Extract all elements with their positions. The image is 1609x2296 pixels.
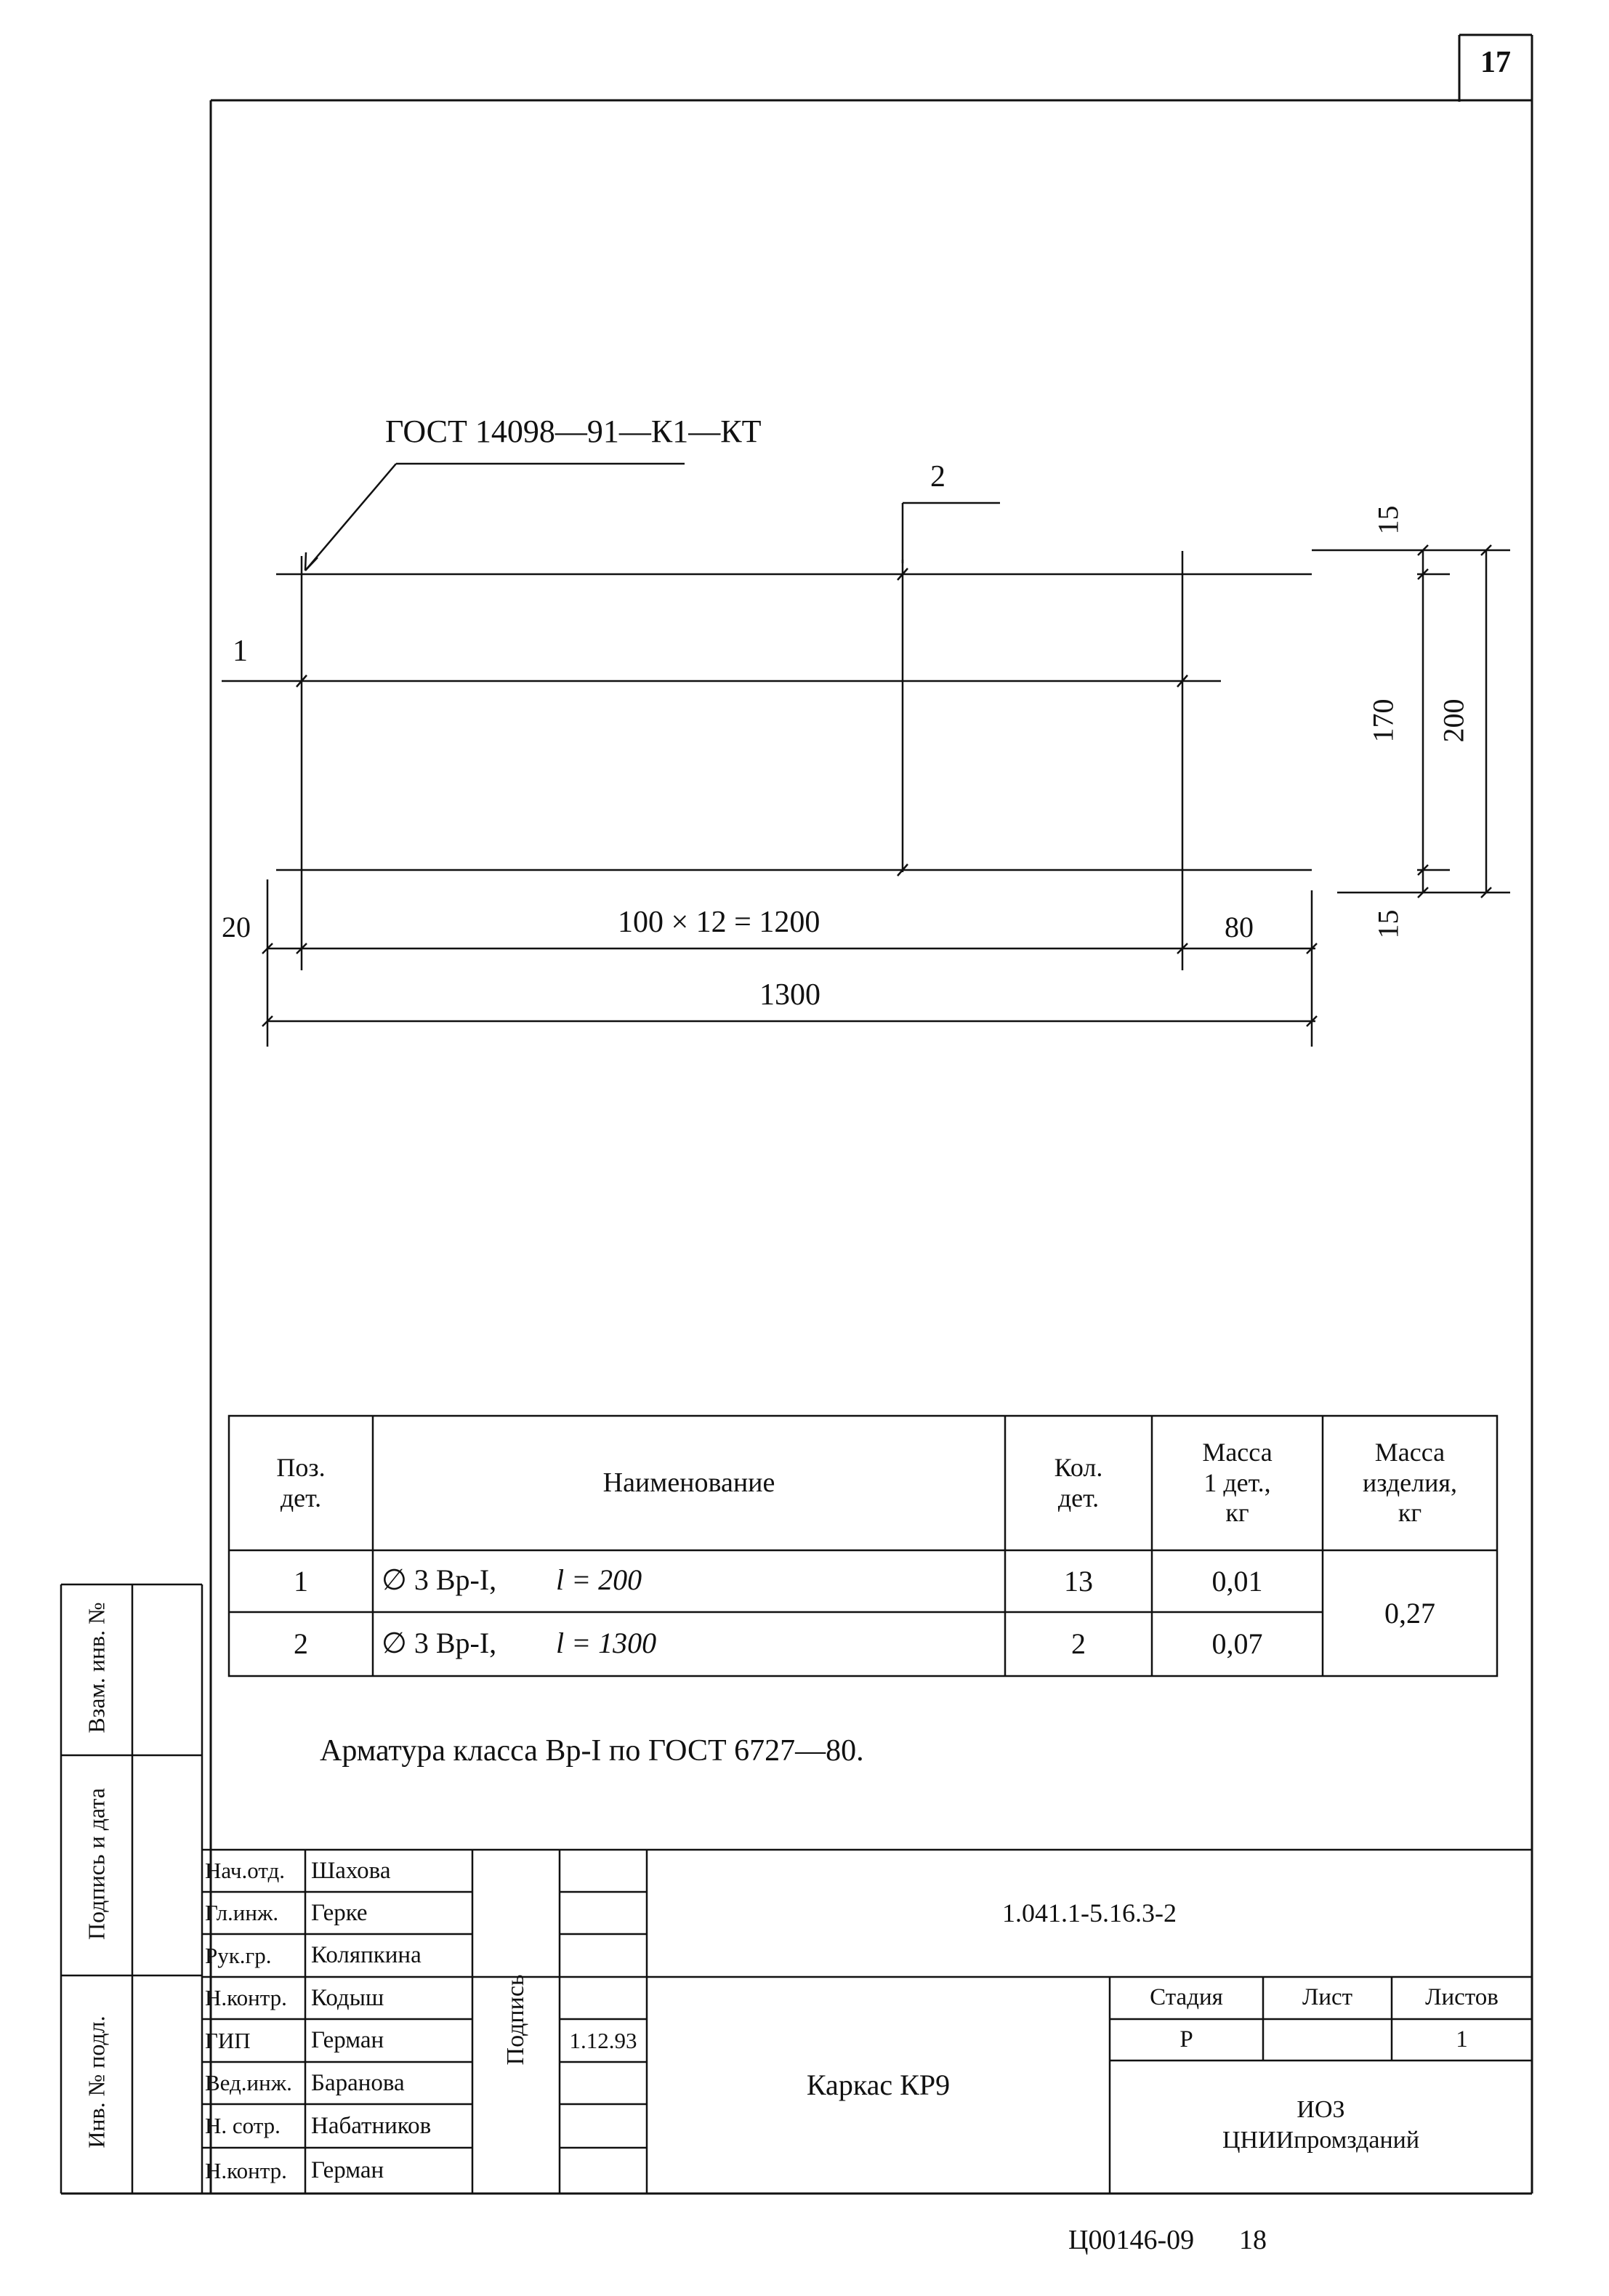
stage-label: Стадия [1150,1984,1223,2011]
organization-line-1: ИОЗ [1297,2095,1345,2123]
horizontal-dimensions [262,872,1317,1047]
staff-name-4: Кодыш [311,1984,384,2011]
spec-header-name: Наименование [602,1467,775,1498]
staff-role-3: Рук.гр. [205,1942,272,1968]
side-replacement-label: Взам. инв. № [83,1602,110,1733]
staff-role-6: Вед.инж. [205,2070,292,2095]
spec-row-1-pos: 1 [294,1564,308,1598]
dim-15-top: 15 [1371,505,1405,535]
dim-80: 80 [1225,911,1254,943]
staff-name-2: Герке [311,1899,368,1926]
spec-row-2-name: ∅ 3 Вр-I, [382,1627,497,1659]
position-2-label: 2 [930,460,945,494]
sheets-label: Листов [1425,1984,1499,2011]
rebar-cage-drawing [222,464,1312,883]
staff-name-5: Герман [311,2027,384,2053]
spec-row-2-mass: 0,07 [1211,1627,1263,1660]
archive-page: 18 [1239,2225,1267,2255]
spec-row-2-pos: 2 [294,1627,308,1660]
archive-code: Ц00146-09 [1068,2225,1195,2255]
stage-value: Р [1179,2026,1193,2053]
spec-header-mass-one: Масса 1 дет., кг [1202,1438,1273,1528]
spec-header-pos: Поз. дет. [276,1453,326,1512]
organization-line-2: ЦНИИпромзданий [1222,2126,1420,2154]
sheets-value: 1 [1456,2026,1468,2053]
dim-1300: 1300 [759,978,820,1012]
spec-row-1-length: l = 200 [556,1563,642,1596]
spec-row-1-qty: 13 [1064,1564,1093,1598]
vertical-dimensions [1312,545,1510,898]
staff-role-2: Гл.инж. [205,1900,279,1925]
spec-row-2-length: l = 1300 [556,1627,657,1659]
signature-column-label: Подпись [502,1974,529,2066]
staff-role-4: Н.контр. [205,1985,287,2010]
staff-name-7: Набатников [311,2112,432,2139]
side-stamp-grid [61,1584,202,2194]
spec-row-1-mass: 0,01 [1211,1564,1263,1598]
dim-15-bottom: 15 [1371,909,1405,939]
sheet-value [1263,2019,1392,2061]
staff-name-3: Коляпкина [311,1942,422,1968]
staff-name-6: Баранова [311,2069,405,2096]
staff-role-1: Нач.отд. [205,1858,285,1883]
gost-weld-label: ГОСТ 14098—91—К1—КТ [385,414,762,449]
side-signature-date-label: Подпись и дата [83,1788,110,1940]
staff-role-8: Н.контр. [205,2157,287,2183]
staff-name-8: Герман [311,2157,384,2183]
dim-200: 200 [1437,698,1470,743]
staff-role-5: ГИП [205,2027,251,2053]
position-1-label: 1 [233,635,248,668]
spec-row-1-name: ∅ 3 Вр-I, [382,1563,497,1596]
approval-date: 1.12.93 [569,2027,637,2053]
dim-170: 170 [1366,698,1400,743]
side-inventory-label: Инв. № подл. [83,2015,110,2148]
staff-name-1: Шахова [311,1857,391,1884]
staff-role-7: Н. сотр. [205,2113,281,2138]
spec-mass-total: 0,27 [1384,1596,1435,1630]
spec-header-qty: Кол. дет. [1054,1453,1103,1512]
page-number: 17 [1480,46,1511,79]
spec-header-mass-total: Масса изделия, кг [1363,1438,1457,1528]
spec-row-2-qty: 2 [1071,1627,1086,1660]
document-code: 1.041.1-5.16.3-2 [1002,1898,1177,1928]
item-title: Каркас КР9 [806,2069,951,2101]
dim-20: 20 [222,911,251,943]
rebar-note: Арматура класса Вр-I по ГОСТ 6727—80. [320,1734,864,1768]
dim-spacing: 100 × 12 = 1200 [618,906,820,939]
sheet-label: Лист [1302,1984,1353,2011]
